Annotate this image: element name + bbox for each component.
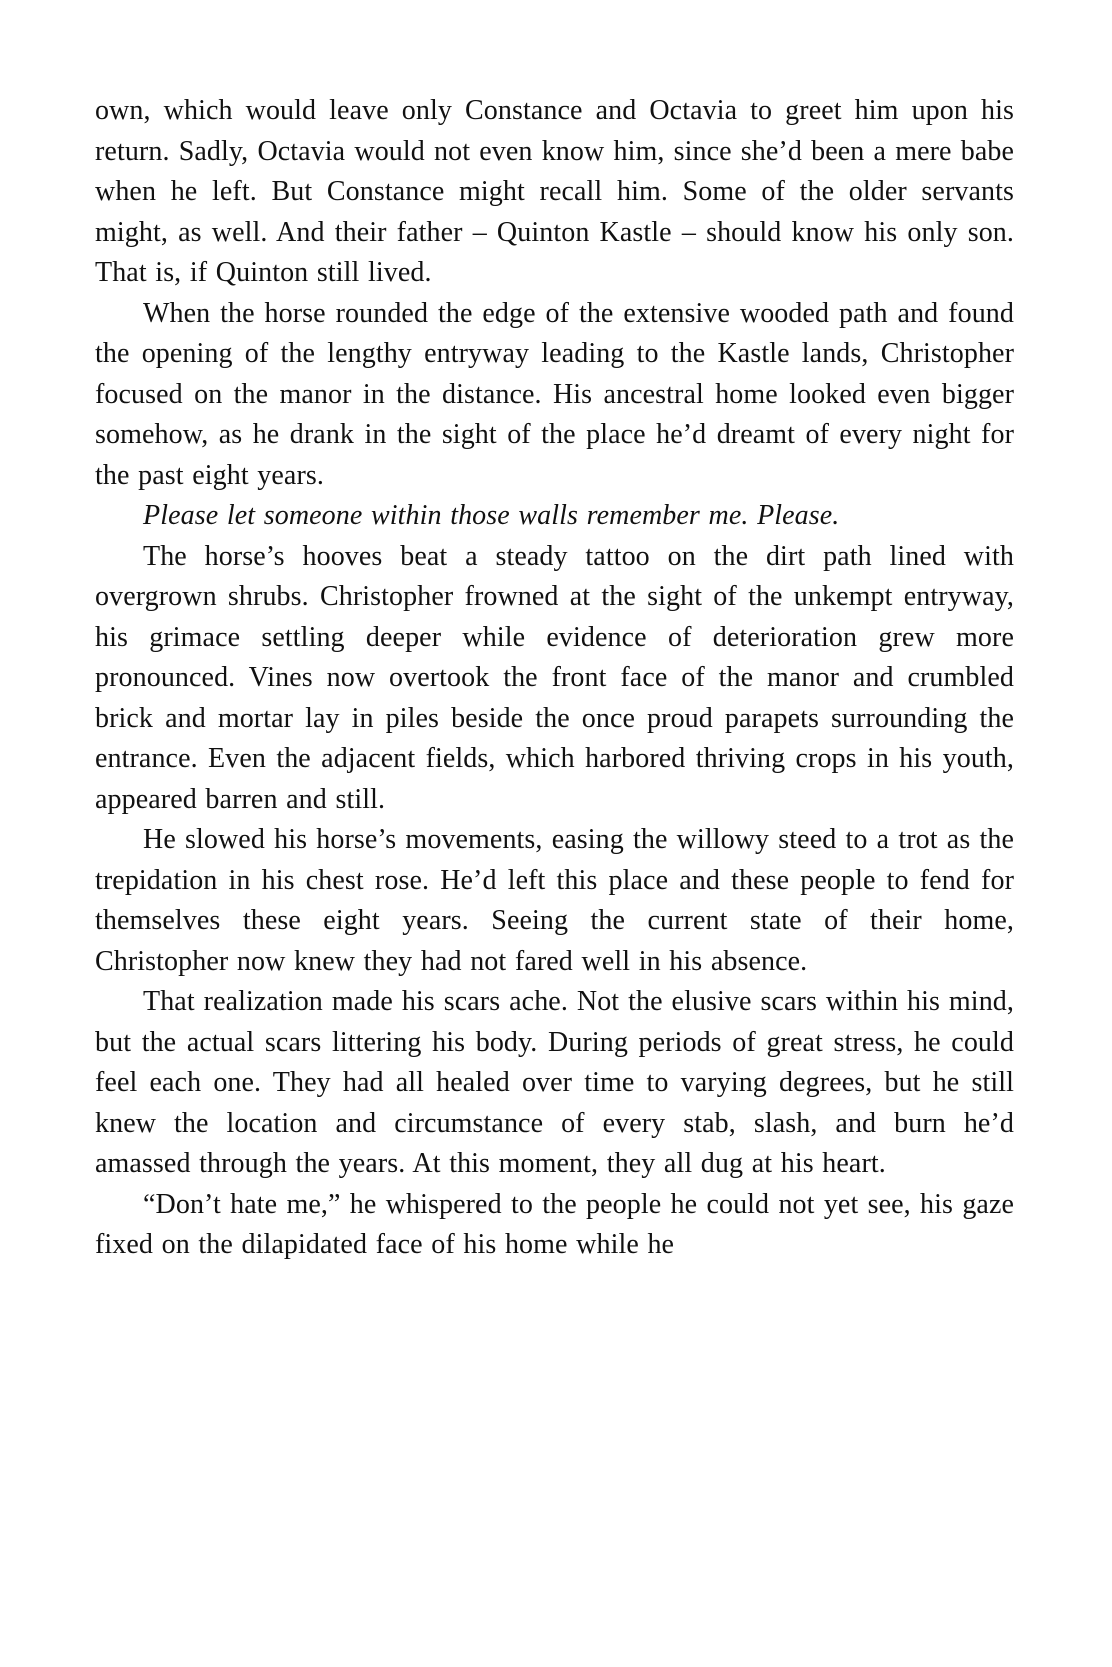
paragraph: “Don’t hate me,” he whispered to the people he could not yet see, his gaze fixed on the dilapidated face of his home while he <box>95 1188 1014 1260</box>
paragraph: Please let someone within those walls remember me. Please. <box>143 500 840 531</box>
paragraph: That realization made his scars ache. Not the elusive scars within his mind, but the actual scars littering his body. During periods of great stress, he could feel each one. They had all healed over time to varying degrees, but he still knew the location and circumstance of every stab, slash, and burn he’d amassed through the years. At this moment, they all dug at his heart. <box>95 986 1014 1179</box>
paragraph: own, which would leave only Constance and Octavia to greet him upon his return. Sadly, Octavia would not even know him, since she’d been a mere babe when he left. But Constance might recall him. Some of the older servants might, as well. And their father – Quinton Kastle – should know his only son. That is, if Quinton still lived. <box>95 95 1014 288</box>
text-column <box>95 91 1014 1266</box>
paragraph: When the horse rounded the edge of the extensive wooded path and found the opening of the lengthy entryway leading to the Kastle lands, Christopher focused on the manor in the distance. His ancestral home looked even bigger somehow, as he drank in the sight of the place he’d dreamt of every night for the past eight years. <box>95 297 1014 491</box>
paragraph: The horse’s hooves beat a steady tattoo on the dirt path lined with overgrown shrubs. Christopher frowned at the sight of the unkempt entryway, his grimace settling deeper while evidence of deterioration grew more pronounced. Vines now overtook the front face of the manor and crumbled brick and mortar lay in piles beside the once proud parapets surrounding the entrance. Even the adjacent fields, which harbored thriving crops in his youth, appeared barren and still. <box>95 540 1014 815</box>
paragraph: He slowed his horse’s movements, easing the willowy steed to a trot as the trepidation in his chest rose. He’d left this place and these people to fend for themselves these eight years. Seeing the current state of their home, Christopher now knew they had not fared well in his absence. <box>95 824 1014 977</box>
